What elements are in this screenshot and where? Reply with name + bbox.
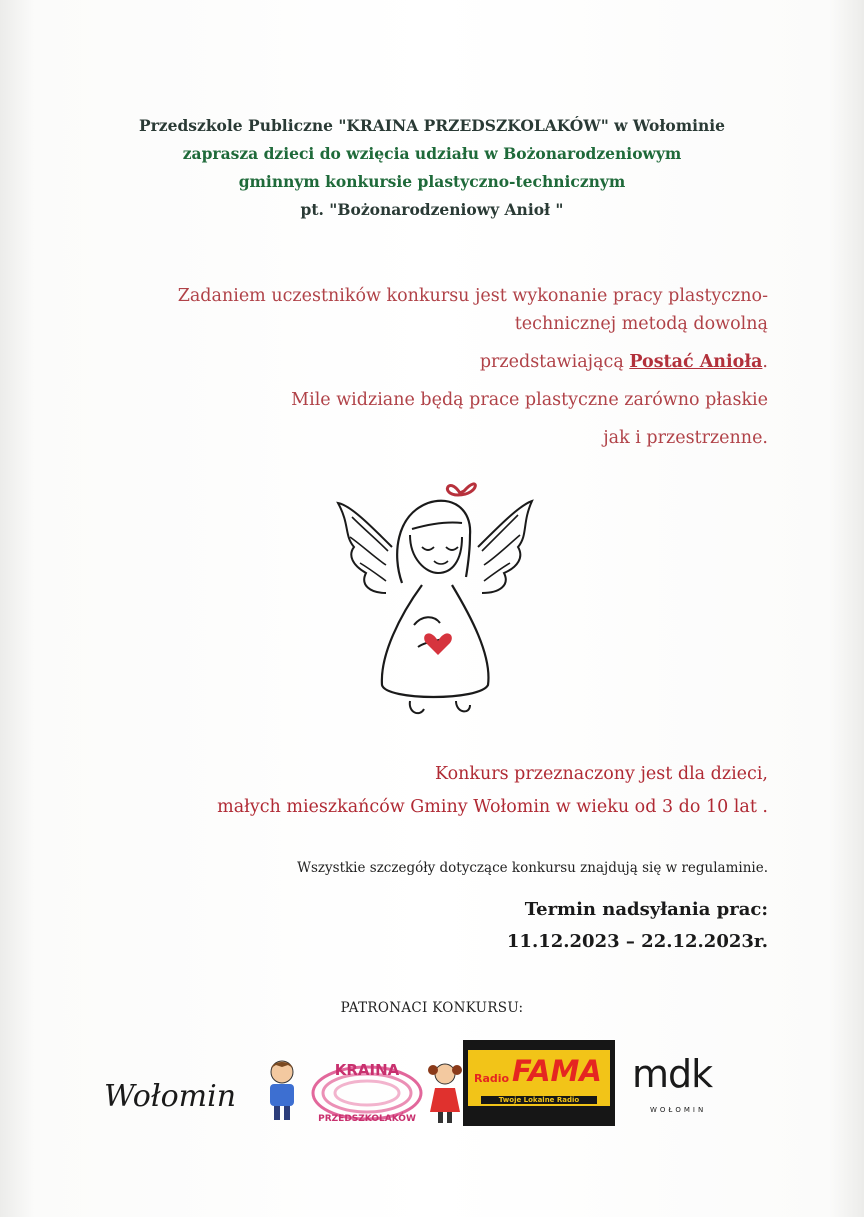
deadline-dates: 11.12.2023 – 22.12.2023r. xyxy=(506,931,768,952)
deadline-label: Termin nadsyłania prac: xyxy=(524,899,768,920)
description-line: jak i przestrzenne. xyxy=(603,428,768,448)
header-line-invitation: zaprasza dzieci do wzięcia udziału w Bożonarodzeniowym xyxy=(182,144,682,163)
highlight-angel-figure: Postać Anioła xyxy=(629,352,763,372)
rules-note: Wszystkie szczegóły dotyczące konkursu znajdują się w regulaminie. xyxy=(297,860,768,876)
radio-fama-tagline: Twoje Lokalne Radio xyxy=(481,1096,597,1104)
radio-fama-radio-label: Radio xyxy=(474,1072,510,1085)
description-line xyxy=(150,348,768,376)
bow-icon xyxy=(447,484,475,495)
radio-fama-logo xyxy=(463,1040,615,1126)
header-line-title: pt. "Bożonarodzeniowy Anioł " xyxy=(300,200,564,219)
invitation-header xyxy=(0,112,864,224)
kraina-logo-title: KRAINA xyxy=(334,1061,400,1079)
wolomin-logo-text: Wołomin xyxy=(104,1079,237,1114)
angel-illustration xyxy=(330,465,540,725)
mdk-logo: mdk xyxy=(632,1052,713,1096)
girl-illustration xyxy=(428,1060,462,1126)
radio-fama-name: FAMA xyxy=(512,1054,602,1088)
deadline-block xyxy=(150,894,768,958)
description-line: Mile widziane będą prace plastyczne zarówno płaskie xyxy=(291,390,768,410)
description-line: technicznej metodą dowolną xyxy=(514,314,768,334)
heart-icon xyxy=(424,633,452,655)
contest-description xyxy=(150,282,768,452)
wolomin-logo xyxy=(100,1068,245,1120)
audience-line: małych mieszkańców Gminy Wołomin w wieku od 3 do 10 lat . xyxy=(217,797,768,817)
audience-line: Konkurs przeznaczony jest dla dzieci, xyxy=(434,764,768,784)
kraina-logo-subtitle: PRZEDSZKOLAKÓW xyxy=(318,1114,416,1124)
header-line-organizer: Przedszkole Publiczne "KRAINA PRZEDSZKOLAKÓW" w Wołominie xyxy=(138,116,726,135)
target-audience xyxy=(150,758,768,824)
description-text: przedstawiającą xyxy=(479,352,630,372)
description-text: . xyxy=(762,352,768,372)
mdk-logo-subtitle: WOŁOMIN xyxy=(650,1106,707,1114)
boy-illustration xyxy=(262,1058,302,1124)
header-line-contest-type: gminnym konkursie plastyczno-technicznym xyxy=(238,172,626,191)
description-line: Zadaniem uczestników konkursu jest wykonanie pracy plastyczno- xyxy=(177,286,768,306)
patrons-title: PATRONACI KONKURSU: xyxy=(340,1000,524,1016)
kraina-logo xyxy=(305,1055,430,1127)
